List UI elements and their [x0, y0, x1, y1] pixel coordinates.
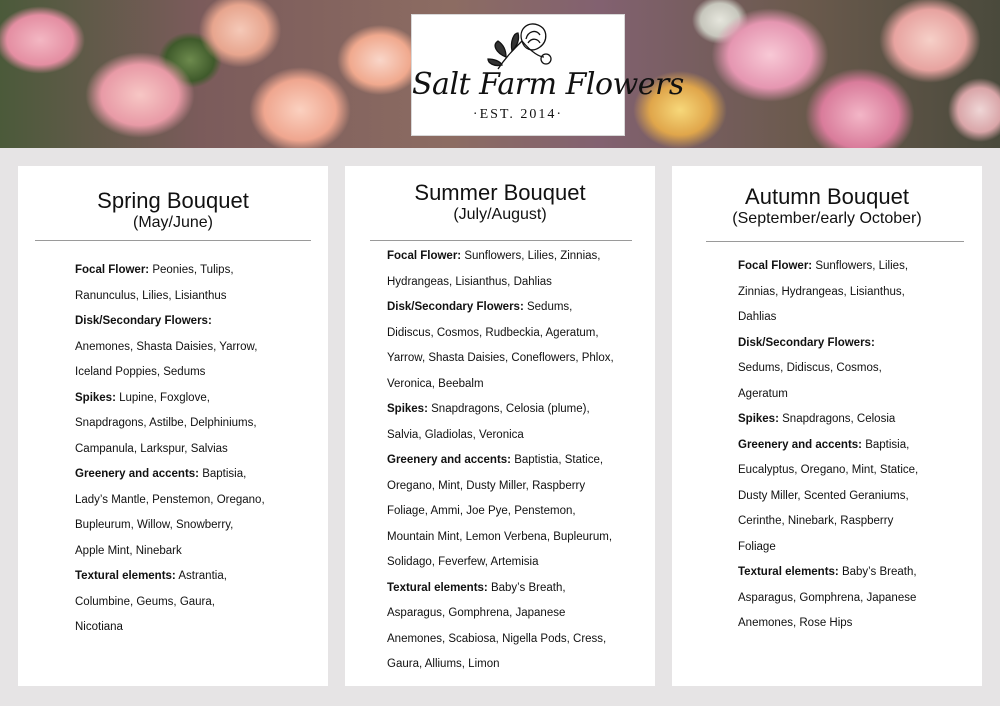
section-label: Disk/Secondary Flowers: — [75, 315, 212, 327]
section-text: Anemones, Shasta Daisies, Yarrow, Iceland Poppies, Sedums — [75, 340, 258, 378]
section-text: Baptisia, Eucalyptus, Oregano, Mint, Statice, Dusty Miller, Scented Geraniums, Cerinthe, Ninebark, Raspberry Foliage — [738, 438, 919, 553]
section-disk — [387, 295, 615, 397]
summer-bouquet-card — [345, 166, 655, 686]
section-text: Baptistia, Statice, Oregano, Mint, Dusty Miller, Raspberry Foliage, Ammi, Joe Pye, Penstemon, Mountain Mint, Lemon Verbena, Bupleurum, Solidago, Feverfew, Artemisia — [387, 454, 613, 568]
section-textural — [387, 576, 615, 678]
section-spikes — [75, 386, 265, 463]
section-disk — [75, 309, 265, 386]
section-label: Focal Flower: — [738, 260, 813, 272]
section-spikes — [387, 397, 615, 448]
header-banner-flowers-photo — [0, 0, 1000, 148]
section-label: Textural elements: — [75, 570, 176, 582]
section-disk — [738, 331, 920, 408]
section-greenery — [738, 433, 920, 561]
card-body — [738, 254, 920, 637]
section-label: Spikes: — [387, 403, 428, 415]
section-text: Sunflowers, Lilies, Zinnias, Hydrangeas, Lisianthus, Dahlias — [738, 260, 909, 323]
section-label: Greenery and accents: — [75, 468, 200, 480]
logo-established: ·EST. 2014· — [472, 107, 564, 122]
section-text: Astrantia, Columbine, Geums, Gaura, Nicotiana — [75, 570, 227, 633]
spring-bouquet-card — [18, 166, 328, 686]
section-text: Sedums, Didiscus, Cosmos, Ageratum — [738, 362, 882, 400]
card-body — [387, 244, 615, 678]
section-label: Focal Flower: — [387, 250, 462, 262]
section-label: Greenery and accents: — [738, 438, 863, 451]
section-text: Baby’s Breath, Asparagus, Gomphrena, Japanese Anemones, Rose Hips — [738, 566, 917, 629]
divider — [370, 240, 632, 241]
section-text: Baptisia, Lady’s Mantle, Penstemon, Oregano, Bupleurum, Willow, Snowberry, Apple Mint, Ninebark — [75, 468, 265, 557]
card-subtitle: (May/June) — [132, 214, 214, 231]
card-title: Summer Bouquet — [414, 180, 586, 205]
section-label: Disk/Secondary Flowers: — [738, 336, 875, 349]
section-label: Focal Flower: — [75, 264, 150, 276]
section-label: Textural elements: — [738, 566, 839, 578]
divider — [35, 240, 311, 241]
section-text: Sunflowers, Lilies, Zinnias, Hydrangeas, Lisianthus, Dahlias — [387, 250, 601, 288]
section-focal — [387, 244, 615, 295]
section-text: Peonies, Tulips, Ranunculus, Lilies, Lisianthus — [75, 264, 234, 302]
section-label: Disk/Secondary Flowers: — [387, 301, 524, 313]
logo-wordmark: Salt Farm Flowers — [412, 67, 684, 102]
autumn-bouquet-card — [672, 166, 982, 686]
section-textural — [738, 560, 920, 637]
card-title: Autumn Bouquet — [745, 184, 909, 209]
section-label: Greenery and accents: — [387, 454, 512, 466]
card-title: Spring Bouquet — [97, 188, 249, 213]
section-greenery — [387, 448, 615, 576]
section-label: Spikes: — [738, 413, 779, 425]
section-text: Baby’s Breath, Asparagus, Gomphrena, Japanese Anemones, Scabiosa, Nigella Pods, Cress, Gaura, Alliums, Limon — [387, 581, 607, 670]
section-text: Sedums, Didiscus, Cosmos, Rudbeckia, Ageratum, Yarrow, Shasta Daisies, Coneflowers, Phlox, Veronica, Beebalm — [387, 301, 614, 390]
section-textural — [75, 564, 265, 641]
divider — [706, 241, 964, 242]
section-label: Spikes: — [75, 391, 116, 404]
section-spikes — [738, 407, 920, 433]
section-text: Snapdragons, Celosia — [782, 413, 896, 425]
section-focal — [75, 258, 265, 309]
section-focal — [738, 254, 920, 331]
section-text: Snapdragons, Celosia (plume), Salvia, Gladiolas, Veronica — [387, 403, 590, 441]
section-text: Lupine, Foxglove, Snapdragons, Astilbe, Delphiniums, Campanula, Larkspur, Salvias — [75, 391, 257, 455]
section-label: Textural elements: — [387, 581, 488, 594]
card-subtitle: (July/August) — [453, 206, 547, 223]
card-body — [75, 258, 265, 641]
logo — [411, 14, 684, 136]
card-subtitle: (September/early October) — [732, 210, 922, 227]
section-greenery — [75, 462, 265, 564]
